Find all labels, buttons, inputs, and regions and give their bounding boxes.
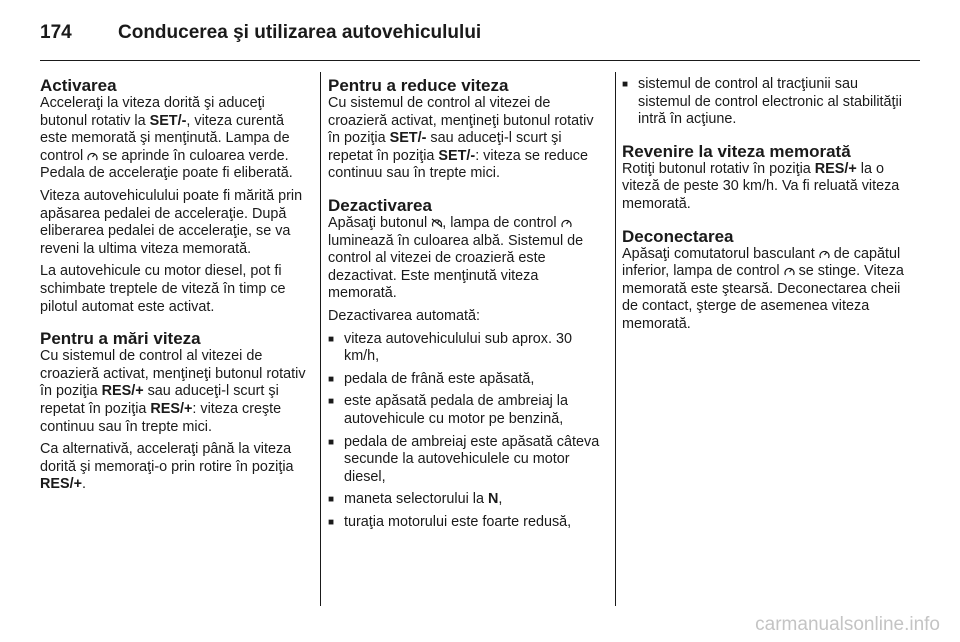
paragraph: La autovehicule cu motor diesel, pot fi schimbate treptele de viteză în timp ce pilotul automat este activat.: [40, 263, 286, 315]
section-title-revenire: Revenire la viteza memorată: [622, 141, 851, 161]
list-item: ■ este apăsată pedala de ambreiaj la autovehicule cu motor pe benzină,: [328, 393, 608, 428]
text: Cu sistemul de control al vitezei de croazieră activat, menţineţi butonul rotativ în poziţia: [40, 348, 306, 400]
control-label: RES/+: [101, 383, 144, 400]
paragraph: Dezactivarea automată:: [328, 307, 480, 324]
cruise-control-icon: [819, 249, 830, 259]
text: : viteza creşte continuu sau în trepte mici.: [40, 400, 282, 435]
list-item: ■ turaţia motorului este foarte redusă,: [328, 514, 608, 532]
paragraph: [622, 246, 908, 334]
text: ,: [498, 491, 503, 508]
paragraph: [328, 215, 608, 303]
column-divider: [320, 72, 321, 606]
text: se aprinde în culoarea verde. Pedala de acceleraţie poate fi eliberată.: [40, 147, 293, 182]
page-title: Conducerea şi utilizarea autovehiculului: [118, 22, 482, 43]
text: Cu sistemul de control al vitezei de croazieră activat, menţineţi butonul rotativ în poziţia: [328, 95, 594, 147]
column-right: [622, 76, 908, 339]
text: Apăsaţi comutatorul basculant: [622, 245, 819, 262]
section-title-marire: Pentru a mări viteza: [40, 329, 201, 349]
list-item: ■ viteza autovehiculului sub aprox. 30 km/h,: [328, 331, 608, 366]
paragraph: [40, 95, 312, 183]
cruise-control-icon: [87, 151, 98, 161]
section-title-dezactivarea: Dezactivarea: [328, 195, 432, 215]
section-title-deconectarea: Deconectarea: [622, 226, 734, 246]
text: luminează în culoarea albă. Sistemul de control al vitezei de croazieră este dezactivat. Este menţinută viteza memorată.: [328, 232, 584, 302]
text: : viteza se reduce continuu sau în trepte mici.: [328, 147, 588, 182]
text: Acceleraţi la viteza dorită şi aduceţi butonul rotativ la: [40, 95, 265, 129]
control-label: RES/+: [40, 476, 82, 493]
list-item: ■ pedala de frână este apăsată,: [328, 371, 608, 389]
text: sau aduceţi-l scurt şi repetat în poziţia: [328, 130, 562, 164]
cruise-control-icon: [784, 266, 795, 276]
column-divider: [615, 72, 616, 606]
paragraph: Viteza autovehiculului poate fi mărită prin apăsarea pedalei de acceleraţie. După eliberarea pedalei de acceleraţie, se va reveni la ultima viteza memorată.: [40, 187, 303, 257]
column-left: [40, 76, 312, 499]
text: Rotiţi butonul rotativ în poziţia: [622, 160, 815, 177]
text: , lampa de control: [442, 214, 561, 231]
text: de capătul inferior, lampa de control: [622, 245, 901, 280]
text: Apăsaţi butonul: [328, 214, 432, 231]
list-item: [328, 491, 608, 509]
cruise-cancel-icon: [431, 218, 442, 228]
list-item: ■ pedala de ambreiaj este apăsată câteva secunde la autovehiculele cu motor diesel,: [328, 434, 608, 487]
text: .: [82, 476, 86, 493]
text: maneta selectorului la: [344, 491, 488, 508]
paragraph: [622, 161, 908, 214]
control-label: N: [487, 491, 499, 508]
text: Ca alternativă, acceleraţi până la viteza dorită şi memoraţi-o prin rotire în poziţia: [40, 441, 294, 475]
control-label: RES/+: [814, 160, 857, 177]
bullet-list: [328, 331, 608, 532]
control-label: SET/-: [438, 147, 476, 164]
control-label: SET/-: [149, 112, 187, 129]
bullet-list: [622, 76, 908, 129]
section-title-reducere: Pentru a reduce viteza: [328, 76, 509, 95]
watermark: carmanualsonline.info: [755, 614, 940, 635]
text: sau aduceţi-l scurt şi repetat în poziţia: [40, 383, 279, 417]
page-header: [40, 14, 920, 61]
paragraph: [40, 348, 312, 436]
control-label: SET/-: [389, 130, 427, 147]
text: , viteza curentă este memorată şi menţinută. Lampa de control: [40, 112, 290, 164]
section-title-activarea: Activarea: [40, 76, 117, 95]
paragraph: [40, 441, 312, 494]
page-number: 174: [40, 22, 72, 43]
list-item: ■ sistemul de control al tracţiunii sau sistemul de control electronic al stabilităţii intră în acţiune.: [622, 76, 908, 129]
cruise-control-icon: [561, 218, 572, 228]
text: se stinge. Viteza memorată este ştearsă. Deconectarea cheii de contact, şterge de asemenea viteza memorată.: [622, 263, 904, 332]
column-middle: [328, 76, 608, 536]
paragraph: [328, 95, 608, 183]
control-label: RES/+: [150, 400, 193, 417]
text: la o viteză de peste 30 km/h. Va fi reluată viteza memorată.: [622, 160, 900, 212]
